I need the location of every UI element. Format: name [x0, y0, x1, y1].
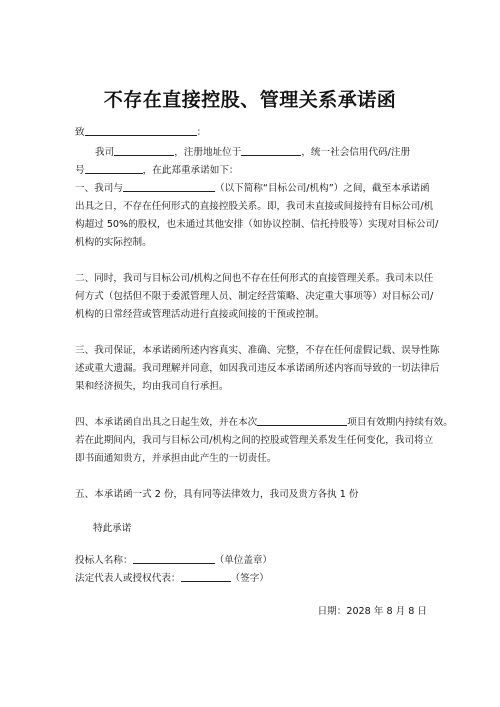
clause3-line-2: 述或重大遗漏。我司理解并同意，如因我司违反本承诺函所述内容而导致的一切法律后	[75, 363, 440, 374]
intro-line-2: 号 ，在此郑重承诺如下：	[75, 162, 430, 180]
clause4-line-3: 即书面通知贵方，并承担由此产生的一切责任。	[75, 453, 277, 464]
clause1-line-1: 一、我司与 （以下简称“目标公司/机构”）之间，截至本承诺函	[75, 180, 430, 198]
clause2-line-2: 何方式（包括但不限于委派管理人员、制定经营策略、决定重大事项等）对目标公司/	[75, 291, 434, 302]
clause1-line-3: 构超过 50%的股权，也未通过其他安排（如协议控制、信托持股等）实现对目标公司/	[75, 219, 439, 230]
clause2-line-1: 二、同时，我司与目标公司/机构之间也不存在任何形式的直接管理关系。我司未以任	[75, 273, 434, 284]
bidder-signature-line: 投标人名称： （单位盖章）	[75, 552, 430, 570]
closing-text: 特此承诺	[93, 523, 132, 534]
intro-line-1: 我司 ，注册地址位于 ，统一社会信用代码/注册	[75, 144, 430, 162]
clause3-line-3: 果和经济损失，均由我司自行承担。	[75, 381, 229, 392]
document-date: 日期：2028 年 8 月 8 日	[317, 606, 427, 617]
clause1-line-2: 出具之日，不存在任何形式的直接控股关系。即，我司未直接或间接持有目标公司/机	[75, 201, 434, 212]
clause5-line: 五、本承诺函一式 2 份，具有同等法律效力，我司及贵方各执 1 份	[75, 489, 359, 500]
addressee-suffix: ：	[196, 127, 207, 138]
bidder-name-blank[interactable]	[133, 552, 215, 564]
credit-code-blank[interactable]	[85, 162, 143, 174]
company-name-blank[interactable]	[114, 144, 174, 156]
representative-blank[interactable]	[181, 570, 231, 582]
project-name-blank[interactable]	[257, 414, 347, 426]
addressee-line	[75, 124, 430, 142]
addressee-blank[interactable]	[85, 124, 197, 136]
target-company-blank[interactable]	[123, 180, 215, 192]
clause3-line-1: 三、我司保证，本承诺函所述内容真实、准确、完整，不存在任何虚假记载、误导性陈	[75, 345, 440, 356]
clause4-line-2: 若在此期间内，我司与目标公司/机构之间的控股或管理关系发生任何变化，我司将立	[75, 435, 434, 446]
addressee-label: 致	[75, 127, 85, 138]
address-blank[interactable]	[241, 144, 301, 156]
clause2-line-3: 机构的日常经营或管理活动进行直接或间接的干预或控制。	[75, 309, 325, 320]
representative-signature-line: 法定代表人或授权代表： （签字）	[75, 570, 430, 588]
document-title: 不存在直接控股、管理关系承诺函	[103, 89, 397, 111]
clause4-line-1: 四、本承诺函自出具之日起生效，并在本次 项目有效期内持续有效。	[75, 414, 430, 432]
clause1-line-4: 机构的实际控制。	[75, 237, 152, 248]
